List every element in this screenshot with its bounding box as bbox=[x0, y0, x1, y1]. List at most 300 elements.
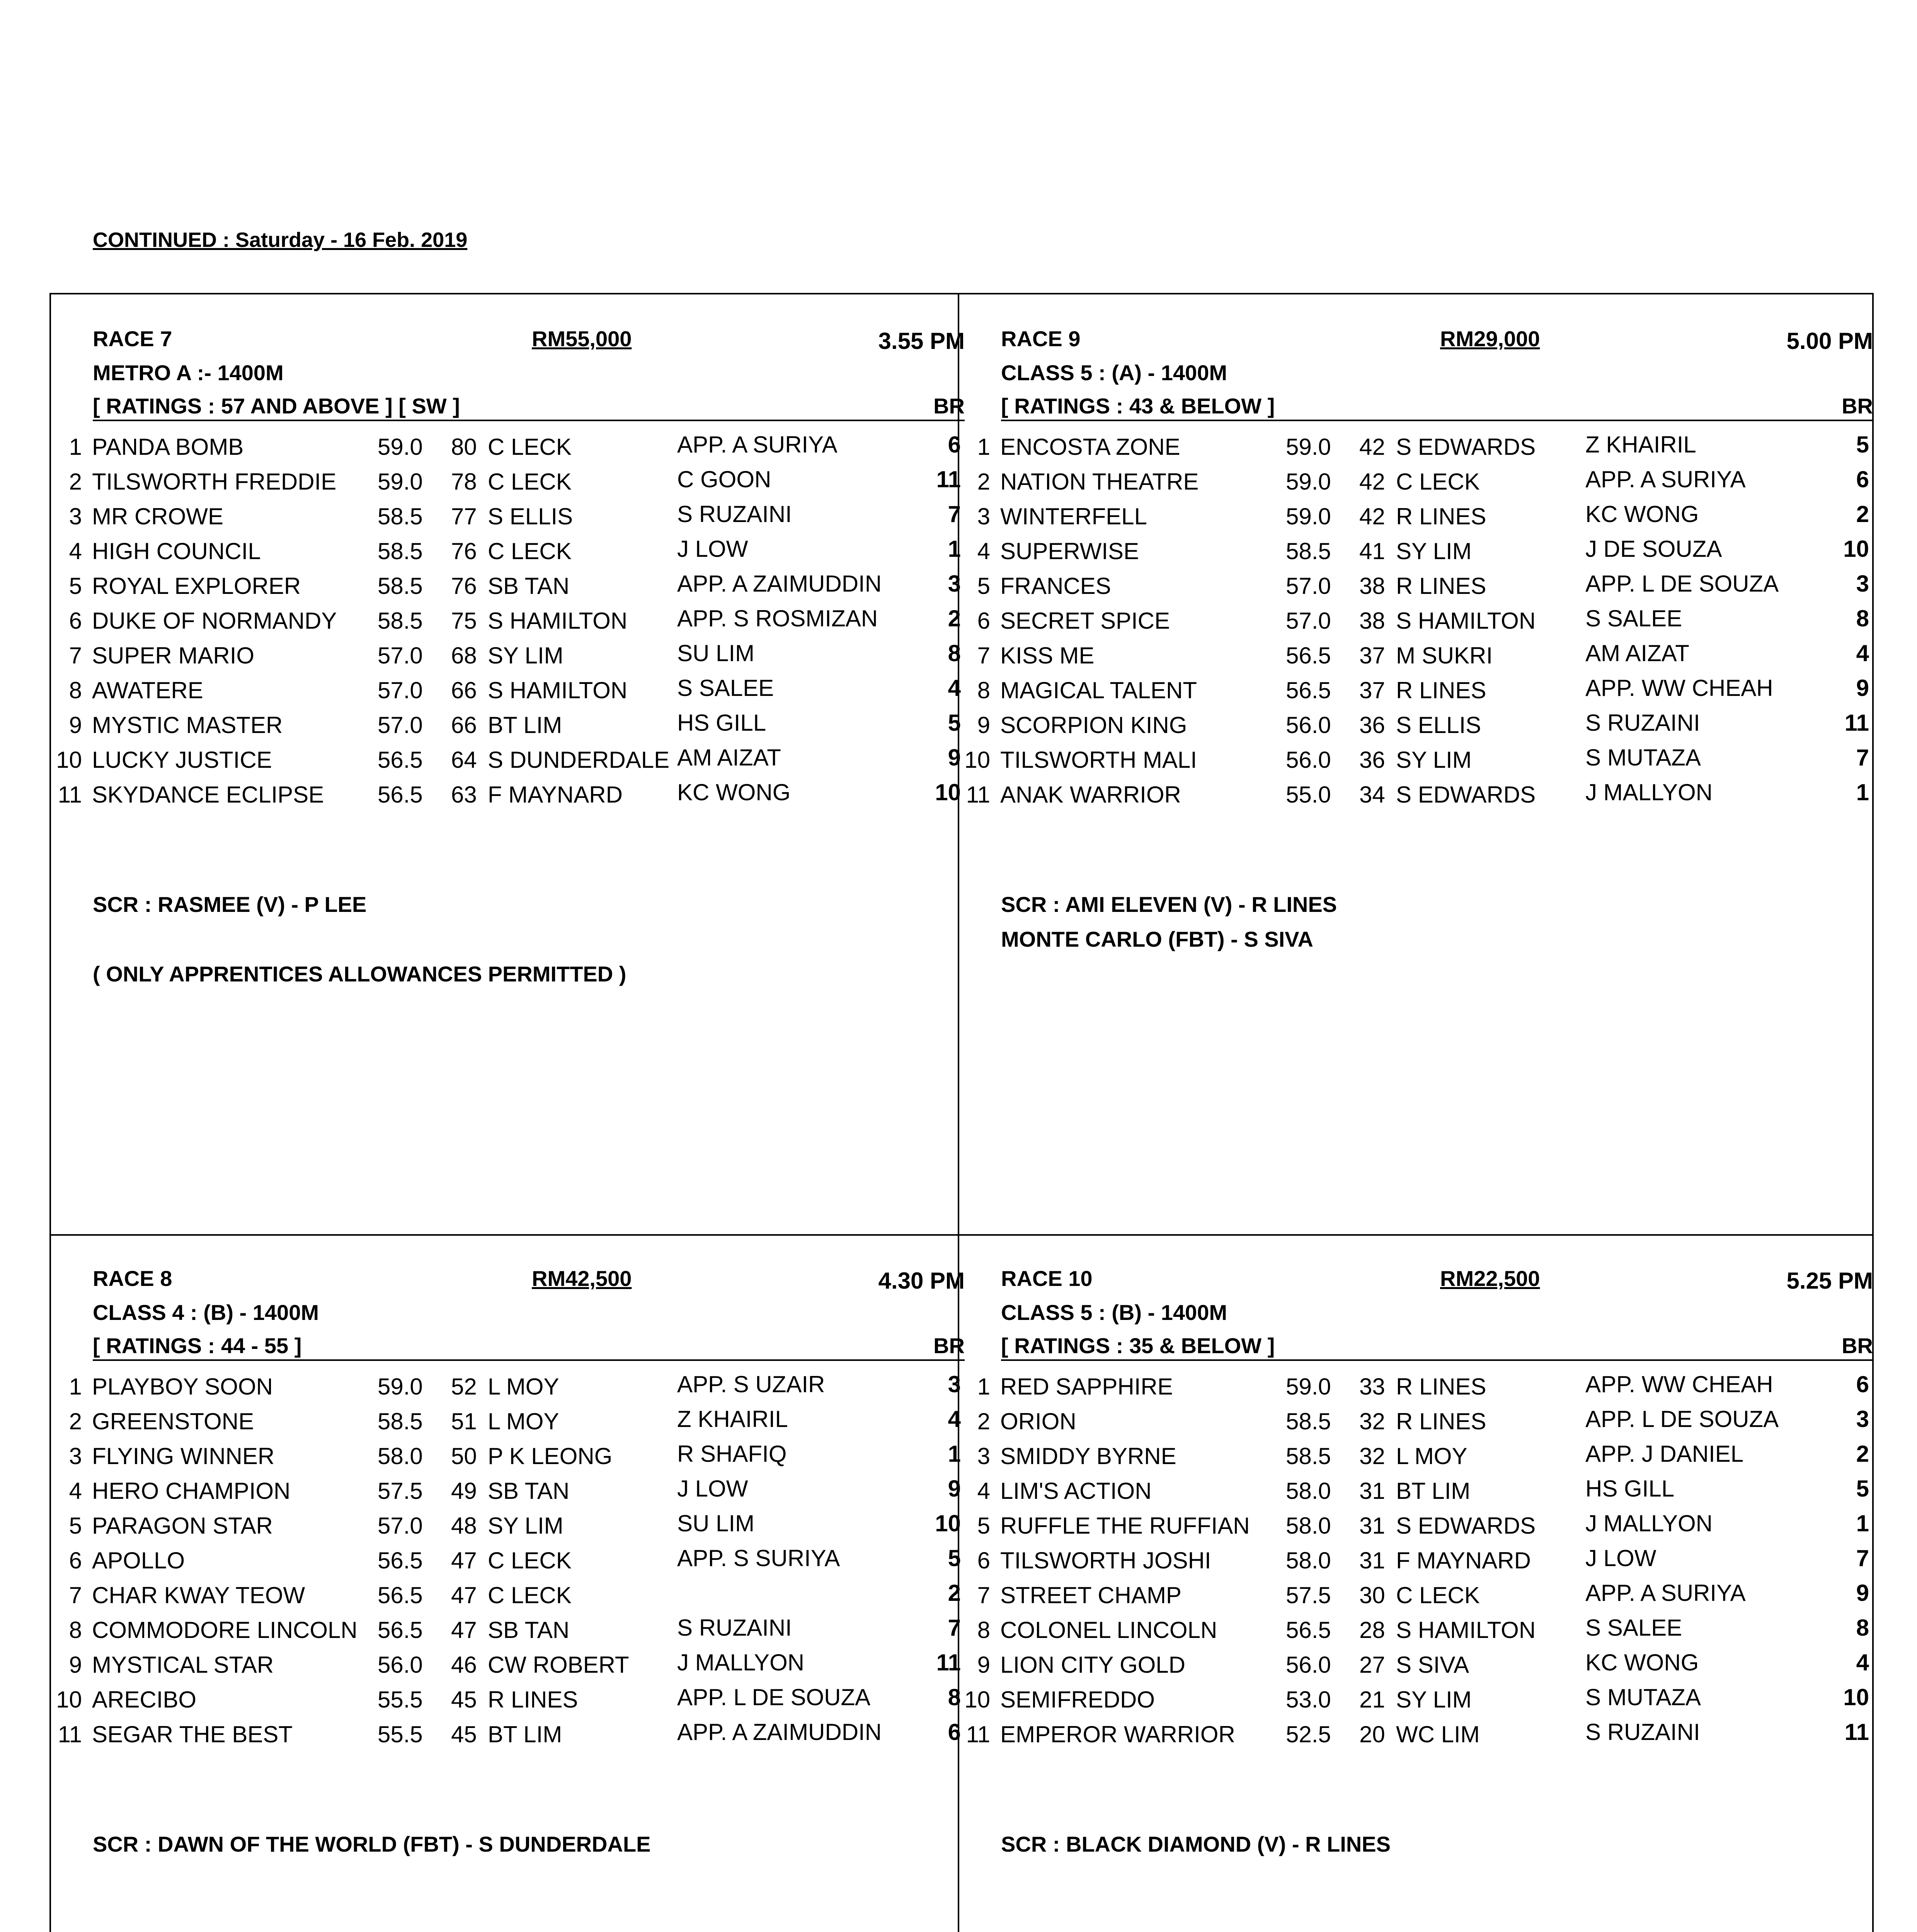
barrier: 1 bbox=[1856, 779, 1869, 805]
jockey: J DE SOUZA bbox=[1585, 536, 1722, 562]
barrier: 8 bbox=[1856, 1615, 1869, 1641]
trainer: M SUKRI bbox=[1396, 643, 1493, 668]
race-prize: RM42,500 bbox=[532, 1266, 632, 1291]
barrier-column-header: BR bbox=[1842, 394, 1873, 418]
runner-number: 7 bbox=[977, 1582, 990, 1608]
horse-name: MYSTIC MASTER bbox=[92, 712, 283, 738]
jockey: R SHAFIQ bbox=[677, 1441, 787, 1467]
barrier: 10 bbox=[1843, 1684, 1869, 1710]
jockey: APP. S SURIYA bbox=[677, 1545, 840, 1571]
jockey: APP. L DE SOUZA bbox=[677, 1684, 871, 1710]
rating: 47 bbox=[451, 1548, 477, 1573]
race-ratings: [ RATINGS : 57 AND ABOVE ] [ SW ] bbox=[93, 394, 460, 418]
runner-row bbox=[51, 712, 969, 747]
horse-name: ROYAL EXPLORER bbox=[92, 573, 301, 599]
barrier: 1 bbox=[948, 1441, 961, 1467]
race-number: RACE 10 bbox=[1001, 1266, 1093, 1291]
barrier-column-header: BR bbox=[933, 394, 965, 418]
runner-number: 6 bbox=[977, 608, 990, 634]
trainer: SB TAN bbox=[488, 573, 570, 599]
runner-number: 3 bbox=[69, 503, 82, 529]
rating: 63 bbox=[451, 782, 477, 808]
horse-name: COLONEL LINCOLN bbox=[1000, 1617, 1217, 1643]
horse-name: SUPER MARIO bbox=[92, 643, 255, 668]
rating: 49 bbox=[451, 1478, 477, 1504]
rating: 52 bbox=[451, 1374, 477, 1400]
race-note: SCR : BLACK DIAMOND (V) - R LINES bbox=[1001, 1832, 1391, 1856]
runner-row bbox=[51, 1721, 969, 1756]
barrier: 2 bbox=[1856, 1441, 1869, 1467]
horse-name: HERO CHAMPION bbox=[92, 1478, 291, 1504]
race-class: CLASS 4 : (B) - 1400M bbox=[93, 1300, 319, 1325]
jockey: HS GILL bbox=[677, 710, 766, 736]
rating: 34 bbox=[1359, 782, 1385, 808]
runner-number: 1 bbox=[69, 1374, 82, 1400]
barrier: 2 bbox=[1856, 501, 1869, 527]
barrier: 8 bbox=[948, 1684, 961, 1710]
runner-number: 11 bbox=[58, 782, 82, 808]
jockey: KC WONG bbox=[1585, 501, 1699, 527]
horse-name: DUKE OF NORMANDY bbox=[92, 608, 337, 634]
horse-name: FLYING WINNER bbox=[92, 1443, 275, 1469]
runner-row bbox=[959, 1512, 1877, 1547]
trainer: SY LIM bbox=[1396, 747, 1472, 773]
race-class: CLASS 5 : (B) - 1400M bbox=[1001, 1300, 1227, 1325]
weight: 58.5 bbox=[378, 503, 423, 529]
horse-name: SKYDANCE ECLIPSE bbox=[92, 782, 324, 808]
barrier: 10 bbox=[935, 1510, 961, 1536]
trainer: CW ROBERT bbox=[488, 1652, 629, 1678]
horse-name: PLAYBOY SOON bbox=[92, 1374, 273, 1400]
weight: 58.0 bbox=[1286, 1478, 1331, 1504]
weight: 58.5 bbox=[1286, 1443, 1331, 1469]
rating: 66 bbox=[451, 677, 477, 703]
weight: 59.0 bbox=[378, 434, 423, 460]
horse-name: STREET CHAMP bbox=[1000, 1582, 1182, 1608]
runner-row bbox=[51, 573, 969, 607]
jockey: APP. A SURIYA bbox=[1585, 466, 1746, 492]
runner-row bbox=[959, 573, 1877, 607]
horse-name: SCORPION KING bbox=[1000, 712, 1187, 738]
runner-row bbox=[959, 538, 1877, 573]
rating: 42 bbox=[1359, 469, 1385, 495]
runner-row bbox=[51, 503, 969, 538]
barrier: 3 bbox=[948, 1371, 961, 1397]
weight: 58.0 bbox=[378, 1443, 423, 1469]
race-note: MONTE CARLO (FBT) - S SIVA bbox=[1001, 927, 1313, 951]
trainer: C LECK bbox=[488, 538, 572, 564]
barrier: 9 bbox=[948, 1476, 961, 1502]
weight: 56.0 bbox=[1286, 712, 1331, 738]
race-note: SCR : RASMEE (V) - P LEE bbox=[93, 892, 367, 917]
horse-name: SEMIFREDDO bbox=[1000, 1687, 1155, 1713]
trainer: S EDWARDS bbox=[1396, 1513, 1536, 1539]
rating: 42 bbox=[1359, 503, 1385, 529]
trainer: R LINES bbox=[1396, 1374, 1486, 1400]
horse-name: SMIDDY BYRNE bbox=[1000, 1443, 1176, 1469]
jockey: S RUZAINI bbox=[677, 501, 792, 527]
ratings-underline bbox=[1001, 420, 1873, 421]
weight: 56.5 bbox=[378, 1582, 423, 1608]
runner-row bbox=[959, 677, 1877, 712]
rating: 38 bbox=[1359, 573, 1385, 599]
trainer: BT LIM bbox=[488, 712, 562, 738]
weight: 58.5 bbox=[378, 1408, 423, 1434]
horse-name: MAGICAL TALENT bbox=[1000, 677, 1197, 703]
runner-number: 9 bbox=[69, 712, 82, 738]
barrier: 5 bbox=[948, 1545, 961, 1571]
horse-name: AWATERE bbox=[92, 677, 203, 703]
runner-number: 7 bbox=[69, 643, 82, 668]
ratings-underline bbox=[93, 420, 965, 421]
runner-number: 6 bbox=[69, 1548, 82, 1573]
runner-number: 6 bbox=[977, 1548, 990, 1573]
runner-row bbox=[959, 1373, 1877, 1408]
runner-number: 2 bbox=[977, 1408, 990, 1434]
weight: 56.5 bbox=[1286, 677, 1331, 703]
race-note: ( ONLY APPRENTICES ALLOWANCES PERMITTED ) bbox=[93, 962, 627, 986]
jockey: SU LIM bbox=[677, 640, 755, 666]
weight: 56.5 bbox=[378, 747, 423, 773]
weight: 58.5 bbox=[378, 608, 423, 634]
rating: 50 bbox=[451, 1443, 477, 1469]
barrier: 2 bbox=[948, 1580, 961, 1606]
weight: 59.0 bbox=[1286, 469, 1331, 495]
race-panel-race-10 bbox=[959, 1234, 1877, 1932]
runner-row bbox=[959, 1547, 1877, 1582]
barrier: 6 bbox=[1856, 1371, 1869, 1397]
runner-row bbox=[51, 1478, 969, 1512]
weight: 57.0 bbox=[1286, 608, 1331, 634]
runner-row bbox=[959, 1721, 1877, 1756]
horse-name: LIM'S ACTION bbox=[1000, 1478, 1152, 1504]
trainer: R LINES bbox=[1396, 573, 1486, 599]
runner-row bbox=[51, 1686, 969, 1721]
race-note: SCR : DAWN OF THE WORLD (FBT) - S DUNDERDALE bbox=[93, 1832, 651, 1856]
barrier: 5 bbox=[1856, 432, 1869, 457]
weight: 56.5 bbox=[378, 782, 423, 808]
barrier: 7 bbox=[948, 501, 961, 527]
runner-number: 9 bbox=[977, 712, 990, 738]
jockey: Z KHAIRIL bbox=[677, 1406, 788, 1432]
runner-number: 7 bbox=[977, 643, 990, 668]
runner-number: 3 bbox=[977, 1443, 990, 1469]
horse-name: ORION bbox=[1000, 1408, 1076, 1434]
horse-name: APOLLO bbox=[92, 1548, 185, 1573]
trainer: L MOY bbox=[1396, 1443, 1468, 1469]
runner-row bbox=[51, 538, 969, 573]
horse-name: EMPEROR WARRIOR bbox=[1000, 1721, 1235, 1747]
horse-name: TILSWORTH MALI bbox=[1000, 747, 1197, 773]
weight: 59.0 bbox=[1286, 503, 1331, 529]
horse-name: HIGH COUNCIL bbox=[92, 538, 261, 564]
trainer: SY LIM bbox=[488, 1513, 564, 1539]
barrier: 4 bbox=[1856, 1650, 1869, 1675]
race-time: 3.55 PM bbox=[878, 328, 965, 354]
trainer: SY LIM bbox=[488, 643, 564, 668]
horse-name: TILSWORTH FREDDIE bbox=[92, 469, 337, 495]
weight: 55.5 bbox=[378, 1721, 423, 1747]
rating: 46 bbox=[451, 1652, 477, 1678]
race-prize: RM29,000 bbox=[1440, 327, 1540, 351]
barrier: 6 bbox=[948, 1719, 961, 1745]
barrier: 7 bbox=[1856, 745, 1869, 770]
race-prize: RM22,500 bbox=[1440, 1266, 1540, 1291]
runner-number: 10 bbox=[964, 1687, 990, 1713]
jockey: APP. A ZAIMUDDIN bbox=[677, 1719, 882, 1745]
runner-number: 9 bbox=[69, 1652, 82, 1678]
weight: 52.5 bbox=[1286, 1721, 1331, 1747]
race-class: CLASS 5 : (A) - 1400M bbox=[1001, 361, 1227, 385]
race-time: 5.00 PM bbox=[1786, 328, 1873, 354]
barrier: 4 bbox=[948, 675, 961, 701]
trainer: C LECK bbox=[1396, 469, 1480, 495]
horse-name: SECRET SPICE bbox=[1000, 608, 1170, 634]
runner-row bbox=[51, 607, 969, 642]
rating: 68 bbox=[451, 643, 477, 668]
weight: 56.0 bbox=[1286, 747, 1331, 773]
trainer: C LECK bbox=[488, 434, 572, 460]
race-number: RACE 9 bbox=[1001, 327, 1081, 351]
horse-name: ANAK WARRIOR bbox=[1000, 782, 1181, 808]
trainer: S HAMILTON bbox=[488, 677, 628, 703]
barrier: 8 bbox=[948, 640, 961, 666]
weight: 56.0 bbox=[1286, 1652, 1331, 1678]
weight: 57.5 bbox=[378, 1478, 423, 1504]
horse-name: ARECIBO bbox=[92, 1687, 197, 1713]
jockey: S RUZAINI bbox=[1585, 710, 1700, 736]
rating: 47 bbox=[451, 1617, 477, 1643]
weight: 57.0 bbox=[378, 1513, 423, 1539]
weight: 58.0 bbox=[1286, 1513, 1331, 1539]
rating: 45 bbox=[451, 1721, 477, 1747]
runner-number: 8 bbox=[69, 677, 82, 703]
race-panel-race-8 bbox=[51, 1234, 969, 1932]
runner-row bbox=[959, 503, 1877, 538]
runner-row bbox=[959, 1651, 1877, 1686]
horse-name: SEGAR THE BEST bbox=[92, 1721, 293, 1747]
rating: 32 bbox=[1359, 1443, 1385, 1469]
weight: 59.0 bbox=[378, 1374, 423, 1400]
rating: 31 bbox=[1359, 1548, 1385, 1573]
runner-number: 8 bbox=[977, 1617, 990, 1643]
barrier: 11 bbox=[1844, 710, 1869, 736]
horse-name: NATION THEATRE bbox=[1000, 469, 1199, 495]
runner-row bbox=[51, 1443, 969, 1478]
trainer: BT LIM bbox=[488, 1721, 562, 1747]
weight: 59.0 bbox=[1286, 434, 1331, 460]
weight: 59.0 bbox=[1286, 1374, 1331, 1400]
weight: 56.0 bbox=[378, 1652, 423, 1678]
barrier: 4 bbox=[1856, 640, 1869, 666]
rating: 20 bbox=[1359, 1721, 1385, 1747]
trainer: F MAYNARD bbox=[488, 782, 623, 808]
runner-number: 11 bbox=[966, 782, 990, 808]
trainer: S ELLIS bbox=[1396, 712, 1481, 738]
jockey: APP. J DANIEL bbox=[1585, 1441, 1744, 1467]
jockey: APP. S UZAIR bbox=[677, 1371, 825, 1397]
runner-number: 11 bbox=[58, 1721, 82, 1747]
trainer: R LINES bbox=[1396, 1408, 1486, 1434]
runner-row bbox=[959, 434, 1877, 468]
jockey: S SALEE bbox=[1585, 1615, 1682, 1641]
runner-number: 2 bbox=[977, 469, 990, 495]
horse-name: TILSWORTH JOSHI bbox=[1000, 1548, 1211, 1573]
trainer: R LINES bbox=[1396, 677, 1486, 703]
trainer: S ELLIS bbox=[488, 503, 573, 529]
weight: 57.0 bbox=[378, 677, 423, 703]
runner-row bbox=[51, 1547, 969, 1582]
runner-row bbox=[51, 1582, 969, 1617]
trainer: BT LIM bbox=[1396, 1478, 1471, 1504]
barrier: 7 bbox=[1856, 1545, 1869, 1571]
ratings-underline bbox=[1001, 1359, 1873, 1361]
horse-name: MR CROWE bbox=[92, 503, 223, 529]
weight: 58.5 bbox=[378, 573, 423, 599]
runner-number: 5 bbox=[69, 573, 82, 599]
runner-row bbox=[51, 677, 969, 712]
weight: 56.5 bbox=[378, 1617, 423, 1643]
rating: 21 bbox=[1359, 1687, 1385, 1713]
rating: 32 bbox=[1359, 1408, 1385, 1434]
trainer: R LINES bbox=[488, 1687, 578, 1713]
ratings-underline bbox=[93, 1359, 965, 1361]
barrier: 7 bbox=[948, 1615, 961, 1641]
runner-row bbox=[51, 468, 969, 503]
rating: 77 bbox=[451, 503, 477, 529]
runner-row bbox=[51, 434, 969, 468]
trainer: L MOY bbox=[488, 1408, 559, 1434]
barrier-column-header: BR bbox=[933, 1333, 965, 1358]
rating: 48 bbox=[451, 1513, 477, 1539]
barrier: 10 bbox=[1843, 536, 1869, 562]
trainer: S EDWARDS bbox=[1396, 434, 1536, 460]
weight: 58.5 bbox=[1286, 538, 1331, 564]
barrier: 10 bbox=[935, 779, 961, 805]
barrier: 6 bbox=[948, 432, 961, 457]
trainer: C LECK bbox=[488, 1582, 572, 1608]
runner-row bbox=[51, 1408, 969, 1443]
barrier: 3 bbox=[948, 571, 961, 597]
barrier: 8 bbox=[1856, 605, 1869, 631]
runner-number: 8 bbox=[977, 677, 990, 703]
jockey: APP. A SURIYA bbox=[1585, 1580, 1746, 1606]
race-panel-race-9 bbox=[959, 294, 1877, 1230]
jockey: S SALEE bbox=[1585, 605, 1682, 631]
runner-number: 11 bbox=[966, 1721, 990, 1747]
horse-name: WINTERFELL bbox=[1000, 503, 1147, 529]
runner-number: 10 bbox=[964, 747, 990, 773]
weight: 58.0 bbox=[1286, 1548, 1331, 1573]
horse-name: LION CITY GOLD bbox=[1000, 1652, 1186, 1678]
barrier: 11 bbox=[936, 1650, 961, 1675]
horse-name: PARAGON STAR bbox=[92, 1513, 273, 1539]
barrier: 11 bbox=[1844, 1719, 1869, 1745]
rating: 30 bbox=[1359, 1582, 1385, 1608]
trainer: F MAYNARD bbox=[1396, 1548, 1531, 1573]
runner-row bbox=[959, 1408, 1877, 1443]
jockey: APP. L DE SOUZA bbox=[1585, 571, 1779, 597]
barrier: 11 bbox=[936, 466, 961, 492]
race-panel-race-7 bbox=[51, 294, 969, 1230]
runner-number: 2 bbox=[69, 1408, 82, 1434]
runner-number: 9 bbox=[977, 1652, 990, 1678]
trainer: C LECK bbox=[488, 469, 572, 495]
runner-row bbox=[959, 1478, 1877, 1512]
jockey: APP. S ROSMIZAN bbox=[677, 605, 878, 631]
barrier: 5 bbox=[1856, 1476, 1869, 1502]
trainer: R LINES bbox=[1396, 503, 1486, 529]
rating: 38 bbox=[1359, 608, 1385, 634]
weight: 57.0 bbox=[378, 643, 423, 668]
rating: 80 bbox=[451, 434, 477, 460]
runner-number: 4 bbox=[69, 538, 82, 564]
barrier: 3 bbox=[1856, 1406, 1869, 1432]
race-prize: RM55,000 bbox=[532, 327, 632, 351]
runner-number: 4 bbox=[69, 1478, 82, 1504]
trainer: S SIVA bbox=[1396, 1652, 1469, 1678]
runner-number: 4 bbox=[977, 1478, 990, 1504]
runner-row bbox=[51, 1617, 969, 1651]
trainer: C LECK bbox=[1396, 1582, 1480, 1608]
runner-row bbox=[959, 1617, 1877, 1651]
jockey: C GOON bbox=[677, 466, 771, 492]
jockey: KC WONG bbox=[677, 779, 791, 805]
runner-number: 3 bbox=[69, 1443, 82, 1469]
weight: 57.0 bbox=[1286, 573, 1331, 599]
jockey: APP. A ZAIMUDDIN bbox=[677, 571, 882, 597]
weight: 56.5 bbox=[378, 1548, 423, 1573]
trainer: S HAMILTON bbox=[1396, 608, 1536, 634]
weight: 59.0 bbox=[378, 469, 423, 495]
runner-row bbox=[51, 642, 969, 677]
barrier: 9 bbox=[1856, 1580, 1869, 1606]
runner-number: 5 bbox=[977, 573, 990, 599]
horse-name: FRANCES bbox=[1000, 573, 1111, 599]
runner-row bbox=[51, 1373, 969, 1408]
horse-name: MYSTICAL STAR bbox=[92, 1652, 274, 1678]
runner-row bbox=[959, 1686, 1877, 1721]
barrier: 9 bbox=[948, 745, 961, 770]
runner-row bbox=[51, 1512, 969, 1547]
rating: 78 bbox=[451, 469, 477, 495]
weight: 55.0 bbox=[1286, 782, 1331, 808]
barrier-column-header: BR bbox=[1842, 1333, 1873, 1358]
rating: 66 bbox=[451, 712, 477, 738]
page-header: CONTINUED : Saturday - 16 Feb. 2019 bbox=[93, 228, 468, 252]
trainer: S EDWARDS bbox=[1396, 782, 1536, 808]
runner-number: 1 bbox=[977, 434, 990, 460]
trainer: S HAMILTON bbox=[1396, 1617, 1536, 1643]
trainer: SY LIM bbox=[1396, 538, 1472, 564]
barrier: 4 bbox=[948, 1406, 961, 1432]
rating: 37 bbox=[1359, 643, 1385, 668]
barrier: 2 bbox=[948, 605, 961, 631]
rating: 47 bbox=[451, 1582, 477, 1608]
runner-number: 3 bbox=[977, 503, 990, 529]
weight: 56.5 bbox=[1286, 643, 1331, 668]
jockey: S RUZAINI bbox=[1585, 1719, 1700, 1745]
race-time: 5.25 PM bbox=[1786, 1268, 1873, 1294]
rating: 27 bbox=[1359, 1652, 1385, 1678]
runner-number: 1 bbox=[69, 434, 82, 460]
trainer: WC LIM bbox=[1396, 1721, 1480, 1747]
jockey: HS GILL bbox=[1585, 1476, 1675, 1502]
jockey: APP. WW CHEAH bbox=[1585, 675, 1773, 701]
rating: 76 bbox=[451, 573, 477, 599]
race-time: 4.30 PM bbox=[878, 1268, 965, 1294]
jockey: J MALLYON bbox=[1585, 1510, 1713, 1536]
